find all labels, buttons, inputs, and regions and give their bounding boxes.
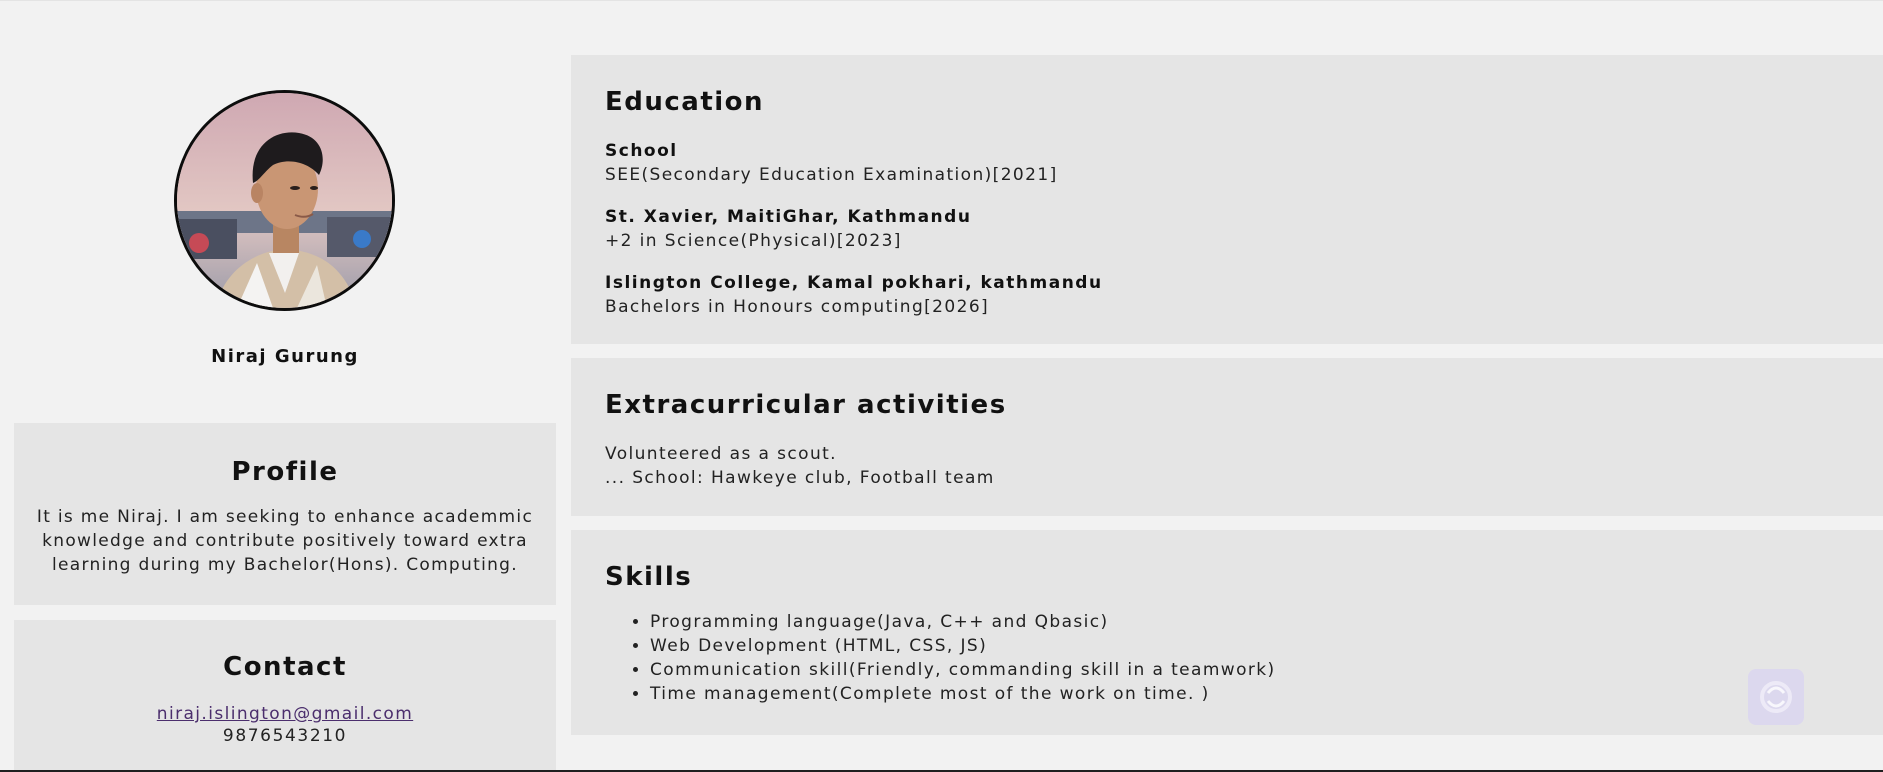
skills-list [605,610,1883,706]
chat-assistant-button[interactable] [1748,669,1804,725]
profile-name: Niraj Gurung [211,346,359,367]
skills-heading: Skills [605,562,693,592]
education-item [605,271,1883,319]
education-item-detail: +2 in Science(Physical)[2023] [605,231,902,251]
skill-item: • Communication skill(Friendly, commanding skill in a teamwork) [650,658,1883,682]
extracurricular-line: ... School: Hawkeye club, Football team [605,468,995,488]
education-section [571,55,1883,344]
education-item-title: School [605,141,678,161]
skill-item: • Time management(Complete most of the work on time. ) [650,682,1883,706]
phone-number: 9876543210 [222,726,348,746]
contact-heading: Contact [223,652,347,682]
extracurricular-line: Volunteered as a scout. [605,444,837,464]
education-item-title: St. Xavier, MaitiGhar, Kathmandu [605,207,972,227]
extracurricular-lines [605,442,1883,490]
chat-assistant-icon [1748,669,1804,725]
skill-item: • Web Development (HTML, CSS, JS) [650,634,1883,658]
education-item-detail: SEE(Secondary Education Examination)[2021] [605,165,1058,185]
education-heading: Education [605,87,765,117]
avatar [174,90,395,311]
contact-card [14,620,556,772]
profile-card [14,423,556,605]
extracurricular-section [571,358,1883,516]
education-item [605,205,1883,253]
sidebar [14,0,556,772]
profile-heading: Profile [231,457,339,487]
profile-photo [177,93,392,308]
profile-text: It is me Niraj. I am seeking to enhance academmic knowledge and contribute positively toward extra learning during my Bachelor(Hons). Computing. [36,507,534,575]
education-item [605,139,1883,187]
extracurricular-heading: Extracurricular activities [605,390,1007,420]
skill-item: • Programming language(Java, C++ and Qbasic) [650,610,1883,634]
skills-section [571,530,1883,735]
email-link[interactable]: niraj.islington@gmail.com [156,704,414,724]
education-item-detail: Bachelors in Honours computing[2026] [605,297,990,317]
education-item-title: Islington College, Kamal pokhari, kathmandu [605,273,1103,293]
